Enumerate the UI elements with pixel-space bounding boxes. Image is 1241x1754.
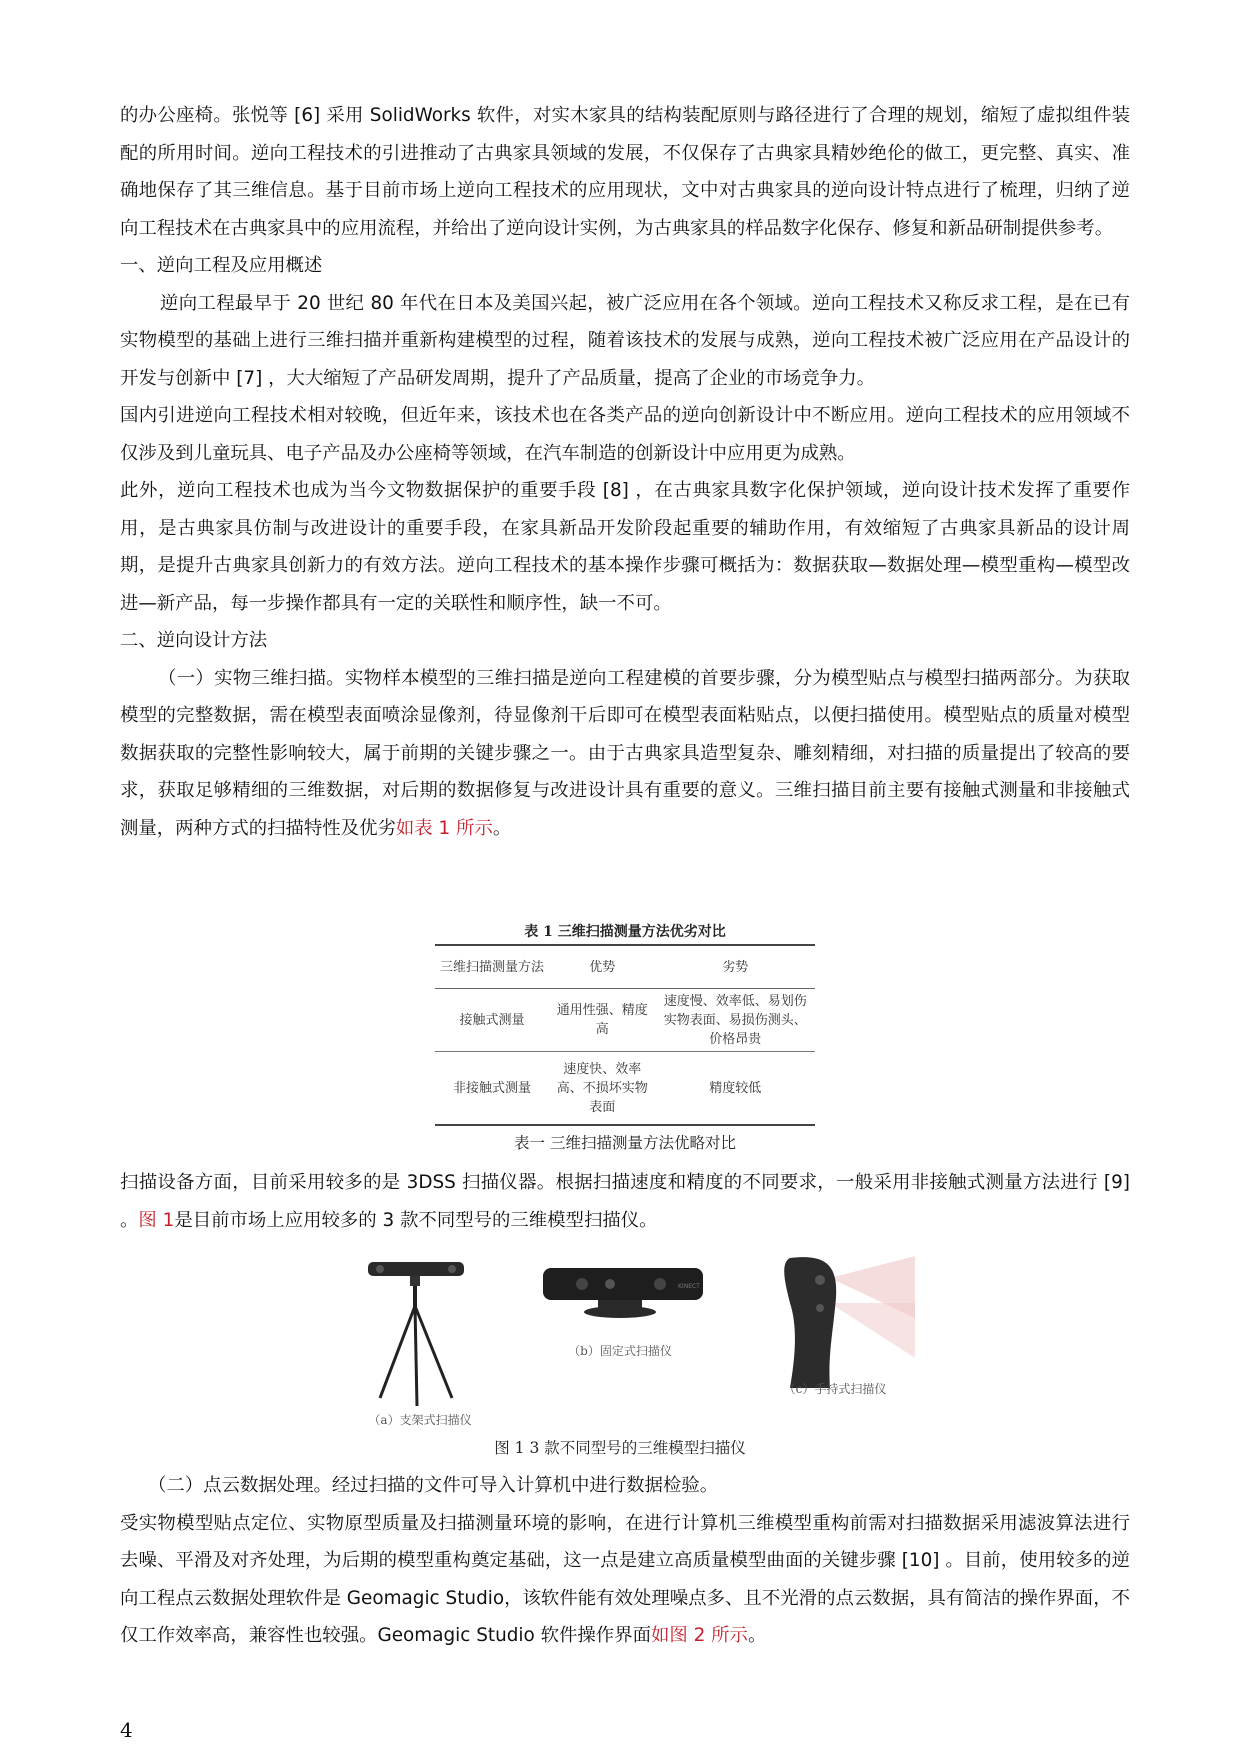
figure1-reference-link[interactable]: 图 1 [138,1209,175,1231]
table-cell: 通用性强、精度高 [549,989,655,1052]
paragraph-scan-device-text: 扫描设备方面，目前采用较多的是 3DSS 扫描仪器。根据扫描速度和精度的不同要求，一般采用非接触式测量方法进行 [9] 。 [120,1172,1130,1231]
table1-figure [435,920,815,1125]
period: 。 [747,1625,767,1646]
paragraph-reverse-engineering-overview: 逆向工程最早于 20 世纪 80 年代在日本及美国兴起，被广泛应用在各个领域。逆向工程技术又称反求工程，是在已有实物模型的基础上进行三维扫描并重新构建模型的过程，随着该技术的发展与成熟，逆向工程技术被广泛应用在产品设计的开发与创新中 [7] ，大大缩短了产品研发周期，提升了产品质量，提高了企业的市场竞争力。 [120,292,1130,389]
body-text-top [120,97,1130,847]
table-header-method: 三维扫描测量方法 [435,945,549,989]
paragraph-intro-continued: 的办公座椅。张悦等 [6] 采用 SolidWorks 软件，对实木家具的结构装配原则与路径进行了合理的规划，缩短了虚拟组件装配的所用时间。逆向工程技术的引进推动了古典家具领域的发展，不仅保存了古典家具精妙绝伦的做工，更完整、真实、准确地保存了其三维信息。基于目前市场上逆向工程技术的应用现状，文中对古典家具的逆向设计特点进行了梳理，归纳了逆向工程技术在古典家具中的应用流程，并给出了逆向设计实例，为古典家具的样品数字化保存、修复和新品研制提供参考。 [120,105,1130,239]
paragraph-pointcloud-text: 受实物模型贴点定位、实物原型质量及扫描测量环境的影响，在进行计算机三维模型重构前需对扫描数据采用滤波算法进行去噪、平滑及对齐处理，为后期的模型重构奠定基础，这一点是建立高质量模型曲面的关键步骤 [10] 。目前，使用较多的逆向工程点云数据处理软件是 Geomagic Studio，该软件能有效处理噪点多、且不光滑的点云数据，具有简洁的操作界面，不仅工作效率高，兼容性也较强。Geomagic Studio 软件操作界面 [120,1512,1130,1646]
device-label: KINECT [678,1283,700,1290]
table1-caption: 表一 三维扫描测量方法优略对比 [514,1134,736,1152]
table-row [435,1052,815,1126]
section-heading-2: 二、逆向设计方法 [120,630,268,651]
handheld-scanner-image [784,1256,915,1388]
paragraph-pointcloud-heading: （二）点云数据处理。经过扫描的文件可导入计算机中进行数据检验。 [148,1475,719,1496]
paragraph-3d-scanning [120,660,1130,848]
period: 。 [492,817,512,839]
table-header-advantage: 优势 [549,945,655,989]
figure1-subcaption-b: （b）固定式扫描仪 [568,1344,672,1358]
table-row [435,989,815,1052]
table-cell: 速度快、效率高、不损坏实物表面 [549,1052,655,1126]
table-header-disadvantage: 劣势 [655,945,815,989]
figure1-caption: 图 1 3 款不同型号的三维模型扫描仪 [494,1439,746,1457]
table1 [435,944,815,1126]
body-text-bottom [120,1467,1130,1655]
paragraph-heritage-protection: 此外，逆向工程技术也成为当今文物数据保护的重要手段 [8] ，在古典家具数字化保护领域，逆向设计技术发挥了重要作用，是古典家具仿制与改进设计的重要手段，在家具新品开发阶段起重要的辅助作用，有效缩短了古典家具新品的设计周期，是提升古典家具创新力的有效方法。逆向工程技术的基本操作步骤可概括为：数据获取—数据处理—模型重构—模型改进—新产品，每一步操作都具有一定的关联性和顺序性，缺一不可。 [120,480,1130,614]
fixed-scanner-image [543,1268,703,1318]
table1-reference-link[interactable]: 如表 1 所示 [395,817,493,839]
body-text-scan-device [120,1164,1130,1239]
table-header-row [435,945,815,989]
table-cell: 精度较低 [655,1052,815,1126]
paragraph-scan-device [120,1164,1130,1239]
section-heading-1: 一、逆向工程及应用概述 [120,255,323,276]
paragraph-3d-scanning-text: （一）实物三维扫描。实物样本模型的三维扫描是逆向工程建模的首要步骤，分为模型贴点与模型扫描两部分。为获取模型的完整数据，需在模型表面喷涂显像剂，待显像剂干后即可在模型表面粘贴点，以便扫描使用。模型贴点的质量对模型数据获取的完整性影响较大，属于前期的关键步骤之一。由于古典家具造型复杂、雕刻精细，对扫描的质量提出了较高的要求，获取足够精细的三维数据，对后期的数据修复与改进设计具有重要的意义。三维扫描目前主要有接触式测量和非接触式测量，两种方式的扫描特性及优劣 [120,667,1130,839]
paragraph-domestic-application: 国内引进逆向工程技术相对较晚，但近年来，该技术也在各类产品的逆向创新设计中不断应用。逆向工程技术的应用领域不仅涉及到儿童玩具、电子产品及办公座椅等领域，在汽车制造的创新设计中应用更为成熟。 [120,405,1130,464]
table1-title: 表 1 三维扫描测量方法优劣对比 [524,924,726,940]
page-number: 4 [120,1718,133,1742]
paragraph-scan-device-tail: 是目前市场上应用较多的 3 款不同型号的三维模型扫描仪。 [174,1209,658,1231]
paragraph-pointcloud [120,1505,1130,1655]
table-cell: 非接触式测量 [435,1052,549,1126]
figure1-subcaption-a: （a）支架式扫描仪 [368,1413,472,1427]
table-cell: 速度慢、效率低、易划伤实物表面、易损伤测头、价格昂贵 [655,989,815,1052]
table-cell: 接触式测量 [435,989,549,1052]
figure2-reference-link[interactable]: 如图 2 所示 [650,1625,748,1646]
tripod-scanner-image [368,1262,464,1406]
figure1-subcaption-c: （c）手持式扫描仪 [783,1382,887,1396]
